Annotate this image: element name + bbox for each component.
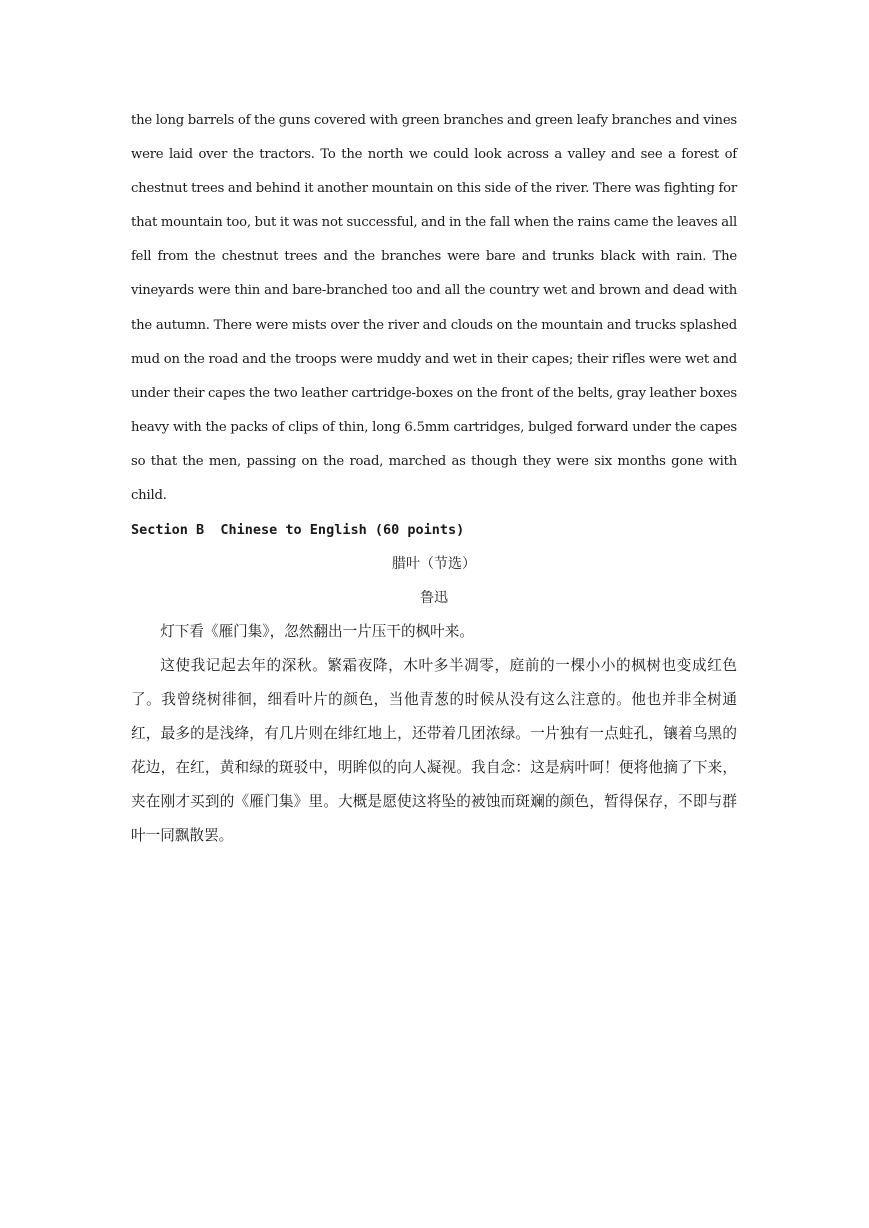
chinese-paragraph-2: 这使我记起去年的深秋。繁霜夜降，木叶多半凋零，庭前的一棵小小的枫树也变成红色了。我曾绕树徘徊，细看叶片的颜色，当他青葱的时候从没有这么注意的。他也并非全树通红，最多的是浅绛，有几片则在绯红地上，还带着几团浓绿。一片独有一点蛀孔，镶着乌黑的花边，在红，黄和绿的斑驳中，明眸似的向人凝视。我自念：这是病叶呵！便将他摘了下来，夹在刚才买到的《雁门集》里。大概是愿使这将坠的被蚀而斑斓的颜色，暂得保存，不即与群叶一同飘散罢。: [131, 657, 737, 845]
chinese-author: 鲁迅: [420, 590, 448, 607]
document-page: [131, 104, 737, 853]
chinese-paragraph-1: 灯下看《雁门集》，忽然翻出一片压干的枫叶来。: [160, 623, 474, 641]
section-b-heading: Section B Chinese to English (60 points): [131, 522, 465, 539]
english-passage: the long barrels of the guns covered with green branches and green leafy branches and vines were laid over the tractors. To the north we could look across a valley and see a forest of chestnut trees and behind it another mountain on this side of the river. There was fighting for that mountain too, but it was not successful, and in the fall when the rains came the leaves all fell from the chestnut trees and the branches were bare and trunks black with rain. The vineyards were thin and bare-branched too and all the country wet and brown and dead with the autumn. There were mists over the river and clouds on the mountain and trucks splashed mud on the road and the troops were muddy and wet in their capes; their rifles were wet and under their capes the two leather cartridge-boxes on the front of the belts, gray leather boxes heavy with the packs of clips of thin, long 6.5mm cartridges, bulged forward under the capes so that the men, passing on the road, marched as though they were six months gone with child.: [131, 113, 737, 504]
chinese-title: 腊叶（节选）: [392, 556, 476, 573]
